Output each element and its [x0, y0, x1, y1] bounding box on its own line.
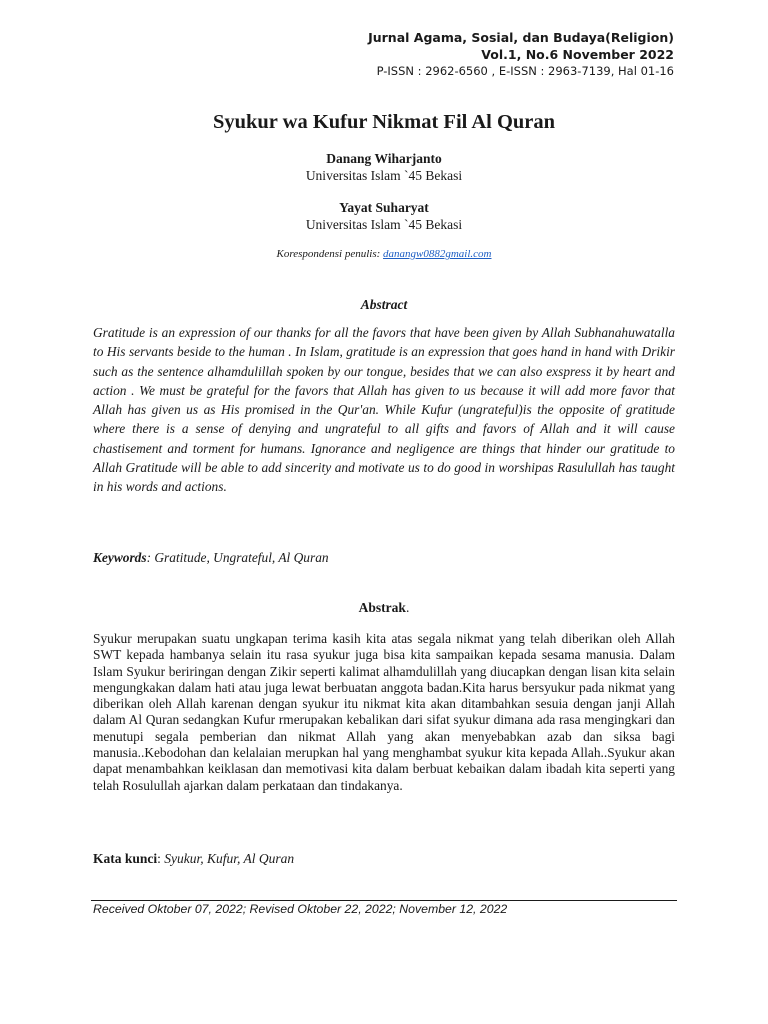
abstract-body: Gratitude is an expression of our thanks for all the favors that have been given by Allah Subhanahuwatalla to His servants beside to the human . In Islam, gratitude is an expression that goes hand in hand with Drikir such as the sentence alhamdulillah spoken by our tongue, besides that we can also exspress it by heart and action . We must be grateful for the favors that Allah has given to us because it will add more favor that Allah has given us as His promised in the Qur'an. While Kufur (ungrateful)is the opposite of gratitude where there is a sense of denying and ungrateful to all gifts and favors of Allah and it will cause chastisement and torment for humans. Ignorance and negligence are things that hinder our gratitude to Allah Gratitude will be able to add sincerity and motivate us to do good in worshipas Rasulullah has taught in his words and actions.: [93, 325, 675, 495]
journal-name: Jurnal Agama, Sosial, dan Budaya(Religion): [368, 30, 674, 45]
footer-divider: [91, 900, 677, 901]
correspondence-email-link[interactable]: danangw0882gmail.com: [383, 248, 492, 260]
author-affiliation: Universitas Islam `45 Bekasi: [305, 217, 463, 232]
journal-header: [368, 29, 674, 80]
correspondence-line: [0, 248, 768, 260]
author-name: Danang Wiharjanto: [326, 151, 442, 166]
journal-volume: Vol.1, No.6 November 2022: [481, 47, 674, 62]
abstrak-body: Syukur merupakan suatu ungkapan terima kasih kita atas segala nikmat yang telah diberikan oleh Allah SWT kepada hambanya selain itu rasa syukur juga bisa kita sampaikan kepada sesama manusia. Dalam Islam Syukur beriringan dengan Zikir seperti kalimat alhamdulillah yang diucapkan dengan lisan kita selain mengungkakan dalam hati atau juga lewat berbuatan anggota badan.Kita harus bersyukur pada nikmat yang diberikan oleh Allah karenan dengan syukur itu nikmat kita akan ditambahkan sesuia dengan janji Allah dalam Al Quran sedangkan Kufur rmerupakan kebalikan dari sifat syukur dimana ada rasa mengingkari dan menutupi segala pemberian dan nikmat Allah yang akan menyebabkan azab dan siksa bagi manusia..Kebodohan dan kelalaian merupkan hal yang menghambat syukur kita kepada Allah..Syukur akan dapat menambahkan keiklasan dan memotivasi kita dalam berbuat kebaikan dalam ibadah kita seperti yang telah Rosulullah ajarkan dalam perkataan dan tindakanya.: [93, 631, 675, 793]
abstrak-heading-dot: .: [405, 600, 410, 615]
kata-kunci-separator: :: [157, 851, 165, 866]
kata-kunci-value: Syukur, Kufur, Al Quran: [164, 851, 295, 866]
paper-title: Syukur wa Kufur Nikmat Fil Al Quran: [212, 111, 556, 133]
kata-kunci-line: [93, 851, 675, 867]
abstrak-heading-text: Abstrak: [358, 600, 406, 615]
keywords-line: [93, 550, 675, 566]
author-block: [0, 150, 768, 184]
kata-kunci-label: Kata kunci: [93, 851, 158, 866]
keywords-label: Keywords: [93, 550, 147, 565]
received-dates: Received Oktober 07, 2022; Revised Oktober 22, 2022; November 12, 2022: [93, 902, 508, 916]
author-name: Yayat Suharyat: [339, 200, 429, 215]
keywords-value: : Gratitude, Ungrateful, Al Quran: [146, 550, 329, 565]
author-affiliation: Universitas Islam `45 Bekasi: [305, 168, 463, 183]
abstrak-heading: [0, 600, 768, 616]
journal-issn: P-ISSN : 2962-6560 , E-ISSN : 2963-7139, Hal 01-16: [376, 64, 674, 78]
correspondence-label: Korespondensi penulis:: [276, 248, 384, 260]
abstract-heading: Abstract: [360, 297, 408, 312]
author-block: [0, 199, 768, 233]
